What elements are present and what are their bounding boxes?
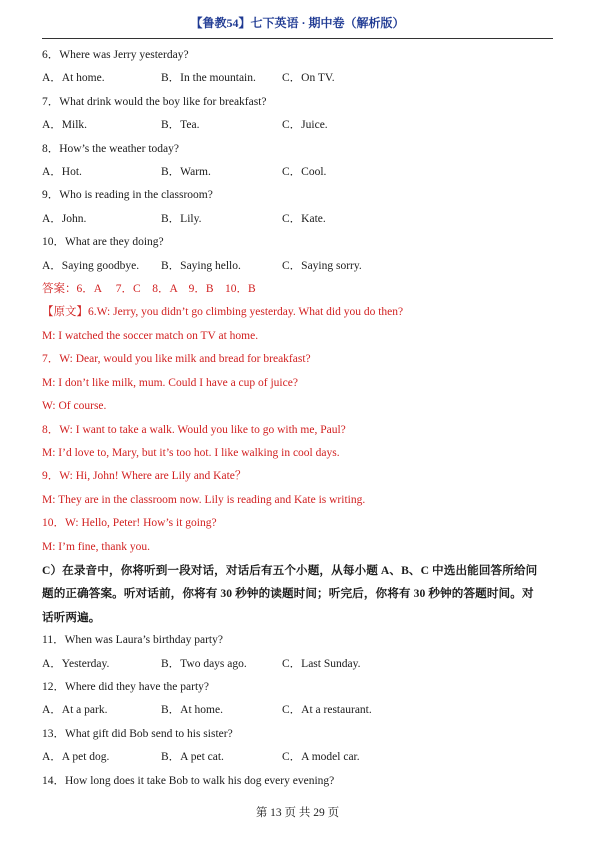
- transcript-line: M: They are in the classroom now. Lily is reading and Kate is writing.: [42, 493, 366, 506]
- option-b: B．Tea.: [161, 119, 200, 132]
- option-a: A．Yesterday.: [42, 657, 110, 670]
- header-rule: [42, 38, 553, 39]
- question-text: 13．What gift did Bob send to his sister?: [42, 727, 233, 740]
- option-b: B．Warm.: [161, 166, 211, 179]
- option-c: C．Cool.: [282, 166, 327, 179]
- question-text: 12．Where did they have the party?: [42, 680, 210, 693]
- question-12: [42, 676, 557, 723]
- question-13: [42, 723, 557, 770]
- option-row: [42, 653, 557, 676]
- section-c-instructions: [42, 559, 557, 629]
- option-b: B．Saying hello.: [161, 259, 241, 272]
- option-a: A．Saying goodbye.: [42, 259, 140, 272]
- transcript-line: 8．W: I want to take a walk. Would you like to go with me, Paul?: [42, 423, 346, 436]
- question-text: 6．Where was Jerry yesterday?: [42, 49, 189, 61]
- question-14: 14．How long does it take Bob to walk his dog every evening?: [42, 774, 335, 787]
- option-row: [42, 746, 557, 769]
- option-row: [42, 699, 557, 722]
- question-8: [42, 138, 557, 185]
- page-header: 【鲁教54】七下英语 · 期中卷（解析版）: [190, 16, 405, 30]
- question-text: 11．When was Laura’s birthday party?: [42, 634, 223, 647]
- option-row: [42, 161, 557, 184]
- option-b: B．A pet cat.: [161, 751, 224, 764]
- option-b: B．Lily.: [161, 212, 202, 225]
- option-c: C．Kate.: [282, 212, 326, 225]
- transcript: [42, 301, 557, 558]
- option-b: B．Two days ago.: [161, 657, 247, 670]
- option-c: C．A model car.: [282, 751, 360, 764]
- transcript-line: 【原文】6.W: Jerry, you didn’t go climbing yesterday. What did you do then?: [42, 306, 404, 319]
- option-a: A．At home.: [42, 72, 105, 85]
- question-text: 7．What drink would the boy like for breakfast?: [42, 95, 267, 108]
- option-c: C．At a restaurant.: [282, 704, 372, 717]
- transcript-line: 10．W: Hello, Peter! How’s it going?: [42, 517, 217, 530]
- question-11: [42, 629, 557, 676]
- page-content: [42, 44, 557, 793]
- option-a: A．A pet dog.: [42, 751, 110, 764]
- option-b: B．In the mountain.: [161, 72, 256, 85]
- option-c: C．On TV.: [282, 72, 335, 85]
- transcript-line: 7．W: Dear, would you like milk and bread for breakfast?: [42, 353, 311, 366]
- question-text: 8．How’s the weather today?: [42, 142, 180, 155]
- transcript-line: M: I’m fine, thank you.: [42, 540, 150, 553]
- question-6: [42, 44, 557, 91]
- option-row: [42, 114, 557, 137]
- option-c: C．Juice.: [282, 119, 328, 132]
- question-10: [42, 231, 557, 278]
- answer-key: 答案：6．A 7．C 8．A 9．B 10．B: [42, 283, 256, 296]
- option-a: A．Hot.: [42, 166, 82, 179]
- option-c: C．Last Sunday.: [282, 657, 361, 670]
- option-a: A．Milk.: [42, 119, 88, 132]
- option-row: [42, 67, 557, 90]
- transcript-line: M: I watched the soccer match on TV at home.: [42, 329, 259, 342]
- question-7: [42, 91, 557, 138]
- transcript-line: M: I don’t like milk, mum. Could I have a cup of juice?: [42, 376, 298, 389]
- transcript-line: W: Of course.: [42, 400, 107, 413]
- question-9: [42, 184, 557, 231]
- transcript-line: 9．W: Hi, John! Where are Lily and Kate？: [42, 470, 247, 483]
- instruction-line: 题的正确答案。听对话前，你将有 30 秒钟的读题时间；听完后，你将有 30 秒钟的答题时间。对: [42, 587, 534, 601]
- page-number: 第 13 页 共 29 页: [255, 807, 340, 819]
- option-a: A．John.: [42, 212, 87, 225]
- instruction-line: 话听两遍。: [42, 610, 101, 624]
- instruction-line: C）在录音中，你将听到一段对话，对话后有五个小题，从每小题 A、B、C 中选出能回答所给问: [42, 563, 538, 577]
- option-row: [42, 208, 557, 231]
- option-a: A．At a park.: [42, 704, 108, 717]
- transcript-line: M: I’d love to, Mary, but it’s too hot. I like walking in cool days.: [42, 446, 340, 459]
- option-b: B．At home.: [161, 704, 223, 717]
- question-text: 9．Who is reading in the classroom?: [42, 189, 213, 202]
- option-row: [42, 255, 557, 278]
- option-c: C．Saying sorry.: [282, 259, 362, 272]
- question-text: 10．What are they doing?: [42, 236, 164, 249]
